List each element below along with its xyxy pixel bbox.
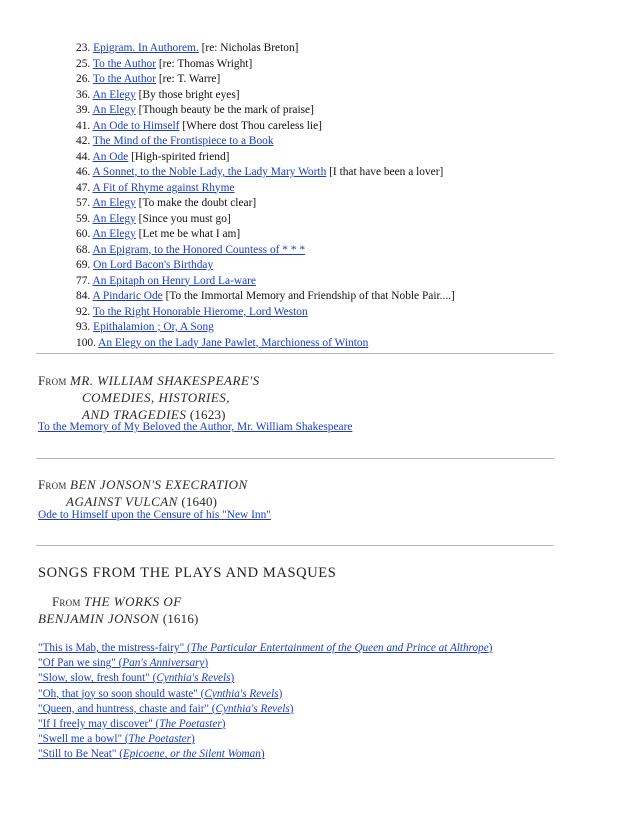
song-source: The Poetaster [128,733,192,746]
poem-link[interactable]: An Epigram, to the Honored Countess of * * * [92,243,306,256]
contents-item [76,289,455,305]
song-item [38,656,492,671]
song-source: The Poetaster [159,717,222,730]
contents-item [76,88,455,104]
poem-link[interactable]: To the Author [92,57,157,70]
from-label: From [38,477,67,492]
song-source: The Particular Entertainment of the Queen and Prince at Althrope [190,642,489,654]
contents-item [76,72,455,88]
song-title: "Of Pan we sing" [38,657,116,670]
song-source: Cynthia's Revels [156,672,231,685]
shakespeare-poem-item [38,420,352,435]
poem-link[interactable]: A Fit of Rhyme against Rhyme [92,181,235,194]
vulcan-poem-link[interactable]: Ode to Himself upon the Censure of his "New Inn" [38,509,271,521]
item-number: 100. [76,336,96,349]
song-item [38,717,492,732]
song-item [38,687,492,702]
shakespeare-poem-link[interactable]: To the Memory of My Beloved the Author, Mr. William Shakespeare [38,421,353,433]
source-year: (1623) [189,407,226,422]
item-number: 41. [76,119,91,132]
first-line-note: [By those bright eyes] [138,88,240,101]
vulcan-source-heading [38,476,248,510]
contents-item [76,258,455,274]
first-line-note: [Let me be what I am] [138,228,241,240]
item-number: 46. [76,166,91,178]
contents-item [76,305,455,321]
item-number: 26. [76,73,91,85]
contents-list [76,41,455,351]
first-line-note: [To make the doubt clear] [138,197,257,209]
first-line-note: [High-spirited friend] [131,150,230,163]
source-title-line: BEN JONSON'S EXECRATION [70,477,248,492]
item-number: 92. [76,305,91,318]
song-link[interactable]: "Still to Be Neat" (Epicoene, or the Silent Woman) [38,748,265,761]
songs-section-heading: SONGS FROM THE PLAYS AND MASQUES [38,565,337,581]
contents-item [76,336,455,352]
poem-link[interactable]: A Pindaric Ode [92,290,163,302]
song-title: "Slow, slow, fresh fount" [38,672,150,685]
first-line-note: [I that have been a lover] [329,166,444,178]
contents-item [76,165,455,181]
poem-link[interactable]: To the Right Honorable Hierome, Lord Weston [92,305,308,318]
source-year: (1616) [162,611,199,626]
source-title-line: BENJAMIN JONSON [38,611,160,626]
source-title-line: MR. WILLIAM SHAKESPEARE'S [70,373,260,388]
song-source: Epicoene, or the Silent Woman [122,748,261,761]
poem-link[interactable]: The Mind of the Frontispiece to a Book [92,135,274,147]
item-number: 39. [76,104,91,116]
works-source-heading [38,593,199,627]
song-link[interactable]: "This is Mab, the mistress-fairy" (The Particular Entertainment of the Queen and Prince at Althrope) [38,642,493,654]
poem-link[interactable]: A Sonnet, to the Noble Lady, the Lady Mary Worth [92,166,327,178]
song-source: Cynthia's Revels [204,687,279,700]
song-link[interactable]: "Queen, and huntress, chaste and fair" (Cynthia's Revels) [38,702,294,715]
contents-item [76,57,455,73]
first-line-note: [Though beauty be the mark of praise] [138,104,314,116]
contents-item [76,196,455,212]
from-label: From [38,373,67,388]
song-link[interactable]: "If I freely may discover" (The Poetaster) [38,717,226,730]
item-number: 60. [76,228,91,240]
item-number: 42. [76,135,91,147]
first-line-note: [re: Thomas Wright] [158,57,253,70]
contents-item [76,41,455,57]
first-line-note: [re: Nicholas Breton] [201,42,299,54]
first-line-note: [Where dost Thou careless lie] [182,119,322,132]
contents-item [76,134,455,150]
from-label: From [52,594,81,609]
poem-link[interactable]: An Ode [92,150,129,163]
item-number: 47. [76,181,91,194]
poem-link[interactable]: An Elegy [92,104,136,116]
section-divider [36,353,554,354]
first-line-note: [Since you must go] [138,212,231,225]
song-item [38,747,492,762]
contents-item [76,212,455,228]
song-title: "Swell me a bowl" [38,733,123,746]
poem-link[interactable]: An Elegy on the Lady Jane Pawlet, Marchioness of Winton [98,336,369,349]
poem-link[interactable]: To the Author [92,73,157,85]
item-number: 84. [76,290,91,302]
poem-link[interactable]: An Ode to Himself [92,119,180,132]
item-number: 57. [76,197,91,209]
section-divider [36,458,554,459]
poem-link[interactable]: Epithalamion ; Or, A Song [93,321,214,333]
poem-link[interactable]: An Elegy [92,212,136,225]
item-number: 23. [76,42,91,54]
shakespeare-source-heading [38,372,260,423]
item-number: 59. [76,212,91,225]
item-number: 93. [76,321,91,333]
item-number: 69. [76,259,91,271]
poem-link[interactable]: An Elegy [92,228,136,240]
contents-item [76,150,455,166]
song-item [38,671,492,686]
item-number: 25. [76,57,91,70]
source-title-line: AND TRAGEDIES [82,407,187,422]
song-item [38,732,492,747]
song-item [38,702,492,717]
contents-item [76,119,455,135]
contents-item [76,227,455,243]
song-source: Pan's Anniversary [122,657,205,670]
song-item [38,641,492,656]
contents-item [76,320,455,336]
first-line-note: [To the Immortal Memory and Friendship of that Noble Pair....] [165,290,455,302]
poem-link[interactable]: An Elegy [92,197,136,209]
song-link[interactable]: "Slow, slow, fresh fount" (Cynthia's Revels) [38,672,235,685]
contents-item [76,103,455,119]
item-number: 44. [76,150,91,163]
song-title: "Still to Be Neat" [38,748,117,761]
contents-item [76,243,455,259]
poem-link[interactable]: On Lord Bacon's Birthday [93,259,214,271]
item-number: 36. [76,88,91,101]
poem-link[interactable]: Epigram. In Authorem. [93,42,199,54]
first-line-note: [re: T. Warre] [158,73,221,85]
source-title-line: AGAINST VULCAN [66,494,178,509]
source-title-line: THE WORKS OF [84,594,182,609]
item-number: 68. [76,243,91,256]
song-title: "If I freely may discover" [38,717,153,730]
song-link[interactable]: "Of Pan we sing" (Pan's Anniversary) [38,657,209,670]
source-title-line: COMEDIES, HISTORIES, [82,390,231,405]
songs-list [38,641,492,763]
song-source: Cynthia's Revels [215,702,290,715]
contents-item [76,274,455,290]
vulcan-poem-item [38,508,271,523]
song-title: "Queen, and huntress, chaste and fair" [38,702,209,715]
poem-link[interactable]: An Elegy [92,88,136,101]
song-link[interactable]: "Oh, that joy so soon should waste" (Cynthia's Revels) [38,687,283,700]
section-divider [36,545,554,546]
source-year: (1640) [181,494,218,509]
song-title: "This is Mab, the mistress-fairy" [38,642,185,654]
song-link[interactable]: "Swell me a bowl" (The Poetaster) [38,733,195,746]
song-title: "Oh, that joy so soon should waste" [38,687,198,700]
item-number: 77. [76,274,91,287]
contents-item [76,181,455,197]
poem-link[interactable]: An Epitaph on Henry Lord La-ware [92,274,256,287]
